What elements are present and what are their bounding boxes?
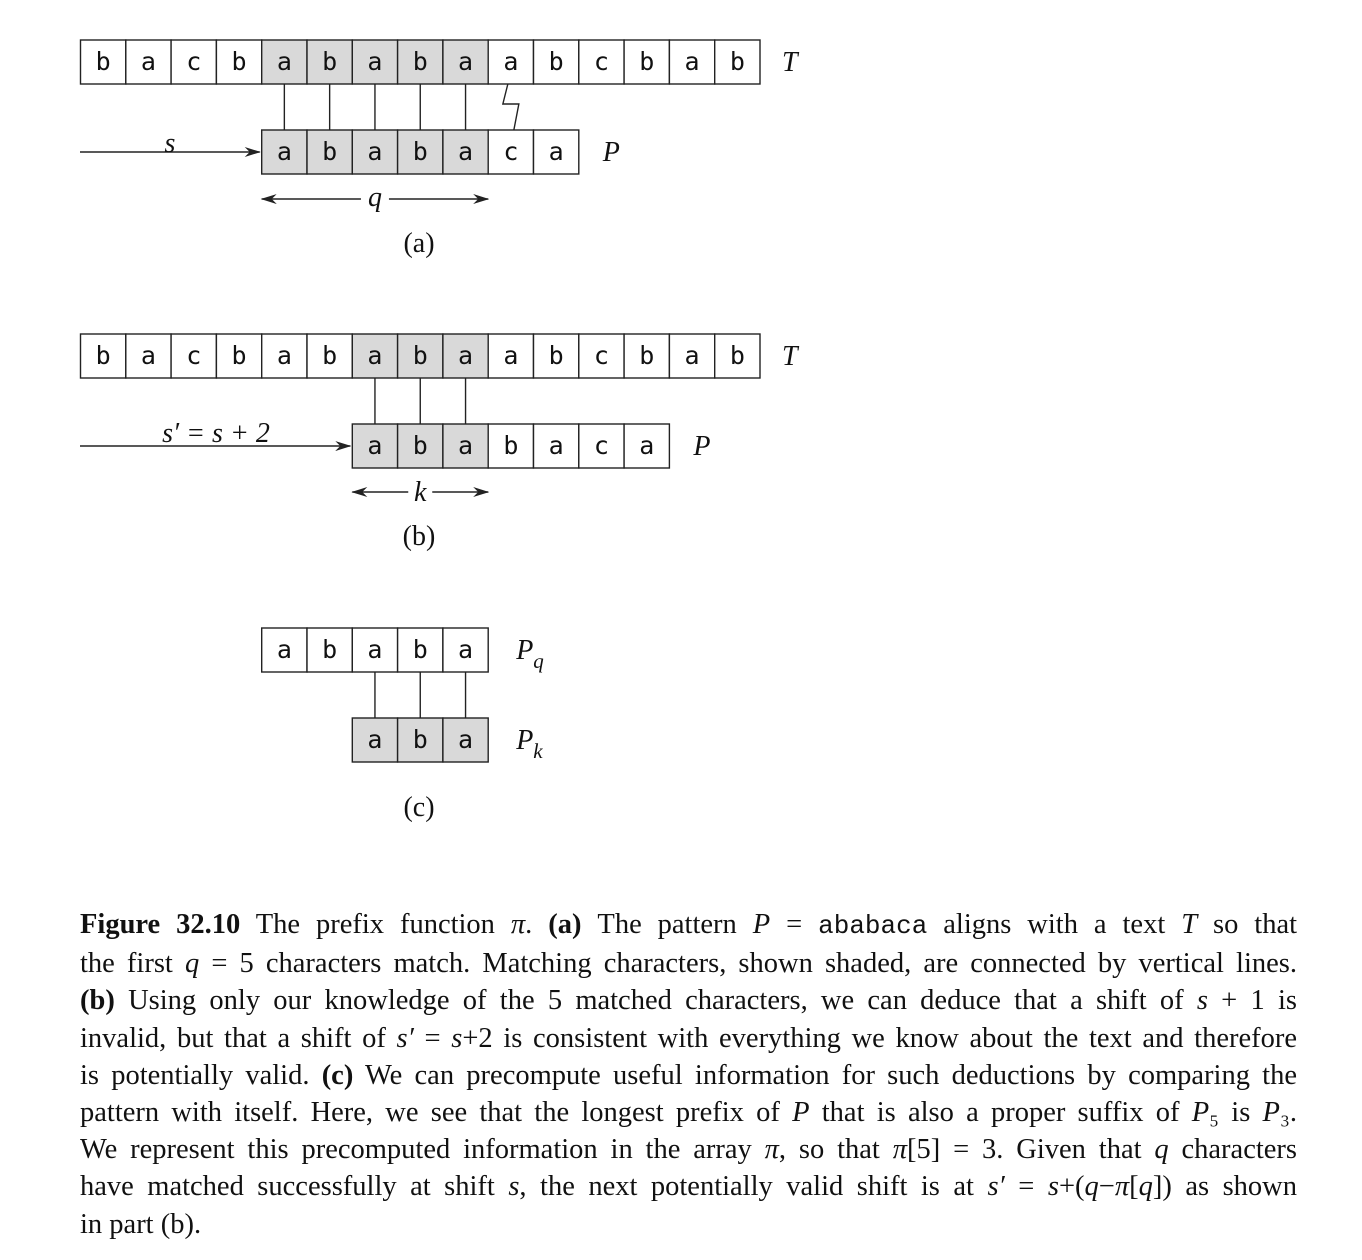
panel-a-text [81,40,761,84]
panel-c-prefix-k-char: a [367,725,383,754]
panel-a-text-char: c [186,47,202,76]
panel-c-prefix-k-char: b [412,725,428,754]
panel-a-pattern-char: a [458,137,474,166]
panel-a-pattern-char: b [412,137,428,166]
panel-a-pattern-char: a [276,137,292,166]
caption-segment: in part (b). [80,1208,202,1240]
caption-segment: Using only our knowledge of the 5 matched characters, we can deduce that a shift of [114,985,1197,1017]
panel-a-mismatch-mark [503,84,519,130]
caption-segment: . [525,909,549,940]
caption-segment: q [1154,1134,1169,1166]
panel-b-text-char: b [548,341,564,370]
panel-b-text-char: b [231,341,247,370]
caption-segment: is potentially valid. [80,1059,322,1091]
caption-segment: invalid, but that a shift of [80,1022,397,1054]
caption-segment: P [752,909,771,940]
panel-a-text-char: b [548,47,564,76]
panel-a-text-label: T [782,47,798,78]
panel-b-pattern-char: a [639,431,655,460]
caption-segment: Figure 32.10 [80,909,241,940]
panel-a-pattern-char: a [367,137,383,166]
panel-a-shift-label: s [164,128,176,159]
panel-b-text-char: a [276,341,292,370]
caption-segment: π [764,1134,779,1166]
caption-segment: (a) [548,909,582,940]
caption-segment: q [1084,1171,1099,1203]
caption-segment: ₃. [1279,1097,1298,1129]
caption-segment: = [770,909,819,940]
panel-a-text-char: a [503,47,519,76]
caption-segment: +( [1058,1171,1085,1203]
panel-b-pattern-char: a [458,431,474,460]
panel-b-span-label: k [414,477,427,508]
caption-line [80,1168,1297,1205]
caption-line [80,1206,1297,1243]
panel-b-text [81,334,761,378]
caption-segment: P [792,1097,810,1129]
caption-line [80,1094,1297,1131]
panel-b-label: (b) [402,521,436,552]
caption-segment: T [1181,909,1198,940]
caption-segment: + 1 is [1207,985,1297,1017]
panel-a-span-label: q [367,182,382,213]
panel-a-pattern [262,130,579,174]
panel-a-pattern-char: a [548,137,564,166]
panel-b-pattern-char: b [412,431,428,460]
panel-a-text-char: b [322,47,338,76]
panel-a-label: (a) [403,228,435,259]
caption-segment: , the next potentially valid shift is at [519,1171,988,1203]
caption-line [80,906,1297,945]
panel-a-text-char: b [95,47,111,76]
panel-b-pattern-char: b [503,431,519,460]
panel-b-pattern-char: c [593,431,609,460]
caption-segment: = [413,1022,452,1054]
caption-segment: (b) [80,985,115,1017]
panel-b-pattern-label: P [693,431,711,462]
panel-b-text-char: a [140,341,156,370]
panel-c-prefix-q-char: a [276,635,292,664]
panel-c-prefix-k-char: a [458,725,474,754]
caption-segment: The prefix function [240,909,511,940]
panel-c-prefix-q-char: b [412,635,428,664]
panel-b-text-char: c [593,341,609,370]
caption-segment: π [1114,1171,1130,1203]
caption-segment: aligns with a text [927,909,1182,940]
caption-segment: s [1047,1171,1059,1203]
caption-segment: π [892,1134,907,1166]
caption-segment: − [1098,1171,1115,1203]
panel-a-pattern-char: b [322,137,338,166]
caption-segment: The pattern [581,909,753,940]
caption-segment: s [451,1022,463,1054]
panel-b-text-char: b [322,341,338,370]
caption-segment: = [1004,1171,1048,1203]
panel-a-text-char: a [367,47,383,76]
caption-segment: [5] = 3. Given that [907,1134,1155,1166]
caption-line [80,945,1297,982]
caption-segment: (c) [321,1059,354,1091]
panel-b-text-char: b [729,341,745,370]
panel-a-text-char: b [729,47,745,76]
caption-segment: q [1138,1171,1153,1203]
panel-a-text-char: b [639,47,655,76]
caption-segment: ]) as shown [1152,1171,1297,1203]
panel-a-pattern-label: P [602,137,620,168]
caption-segment: +2 is consistent with everything we know about the text and therefore [462,1022,1298,1054]
caption-segment: = 5 characters match. Matching characters, shown shaded, are connected by vertical lines. [199,948,1297,980]
panel-a-text-char: a [276,47,292,76]
caption-segment: [ [1129,1171,1139,1203]
caption-segment: P [1262,1097,1280,1129]
panel-b-text-char: b [95,341,111,370]
panel-b-text-label: T [782,341,798,372]
caption-segment: s′ [396,1022,414,1054]
panel-b-text-char: a [458,341,474,370]
caption-line [80,1020,1297,1057]
caption-segment: characters [1168,1134,1297,1166]
caption-segment: s [508,1171,520,1203]
panel-a-text-char: b [412,47,428,76]
panel-b-pattern [352,424,669,468]
panel-c-prefix-q-char: a [367,635,383,664]
panel-b-text-char: a [503,341,519,370]
caption-segment: s′ [987,1171,1005,1203]
panel-b-shift-label: s′ = s + 2 [162,418,270,449]
caption-segment: ₅ is [1209,1097,1263,1129]
caption-segment: We represent this precomputed information in the array [80,1134,765,1166]
panel-b-pattern-char: a [367,431,383,460]
caption-line [80,1131,1297,1168]
panel-c-prefix-q-label: $P_q$ [516,635,544,673]
panel-a-text-char: b [231,47,247,76]
caption-segment: s [1196,985,1208,1017]
panel-a-text-char: c [593,47,609,76]
panel-b-text-char: a [367,341,383,370]
caption-segment: We can precompute useful information for such deductions by comparing the [353,1059,1297,1091]
panel-c-label: (c) [403,792,435,823]
caption-line [80,982,1297,1019]
panel-a-text-char: a [458,47,474,76]
panel-b-pattern-char: a [548,431,564,460]
caption-segment: pattern with itself. Here, we see that the longest prefix of [80,1097,793,1129]
panel-c-prefix-k-label: $P_k$ [516,725,543,763]
caption-segment: have matched successfully at shift [80,1171,509,1203]
panel-c-prefix-k [352,718,488,762]
panel-c-prefix-q [262,628,488,672]
panel-c-prefix-q-char: a [458,635,474,664]
panel-a-text-char: a [684,47,700,76]
panel-b-text-char: b [412,341,428,370]
caption-segment: so that [1197,909,1298,940]
panel-a-pattern-char: c [503,137,519,166]
caption-segment: , so that [778,1134,893,1166]
caption-segment: q [184,948,200,980]
figure-caption [80,906,1297,1243]
caption-line [80,1057,1297,1094]
caption-segment: the first [80,948,185,980]
panel-b-text-char: b [639,341,655,370]
caption-segment: ababaca [818,911,928,941]
panel-b-text-char: a [684,341,700,370]
panel-c-prefix-q-char: b [322,635,338,664]
caption-segment: P [1191,1097,1210,1129]
panel-a-text-char: a [140,47,156,76]
caption-segment: π [510,909,526,940]
panel-b-text-char: c [186,341,202,370]
caption-segment: that is also a proper suffix of [809,1097,1192,1129]
